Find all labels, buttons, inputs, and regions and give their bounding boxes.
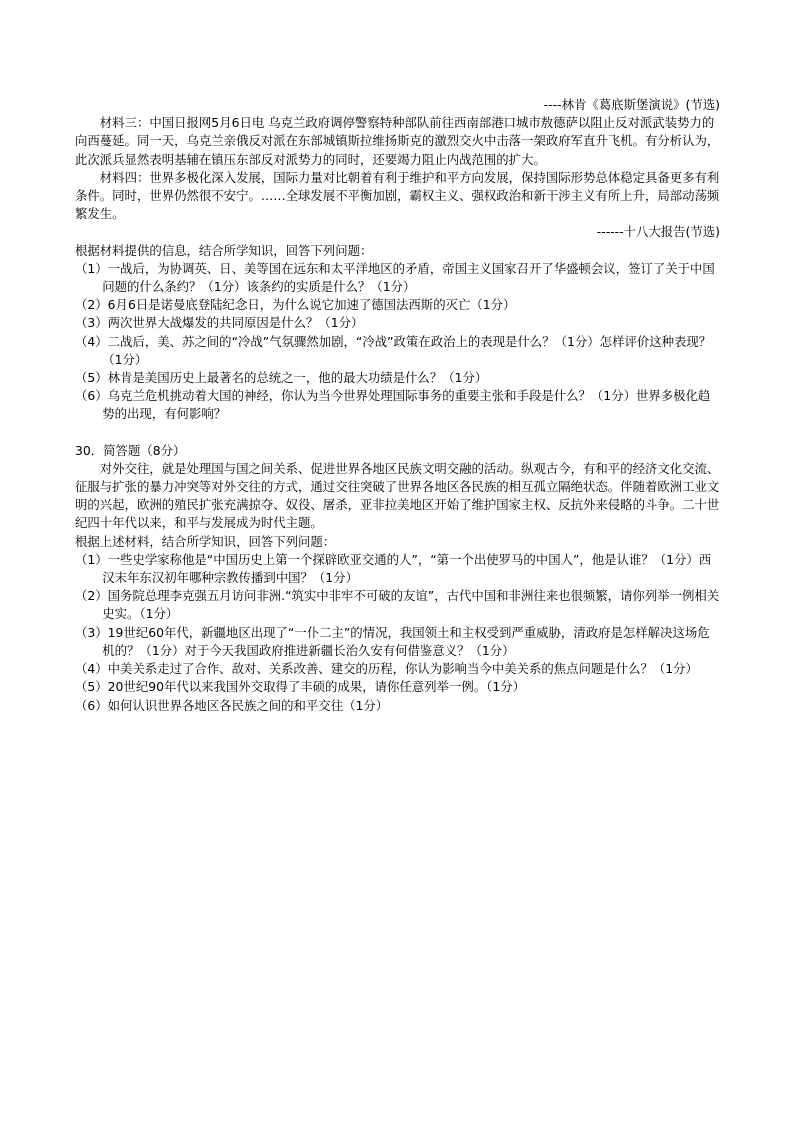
source-report: ------十八大报告(节选)	[596, 224, 720, 240]
question-30-2: （2）国务院总理李克强五月访问非洲.“筑实中非牢不可破的友谊”，古代中国和非洲往来也很频繁，请你列举一例相关史实。（1分）	[75, 588, 720, 622]
question-29-4: （4）二战后，美、苏之间的“冷战”气氛骤然加剧，“冷战”政策在政治上的表现是什么？（1分）怎样评价这种表现？（1分）	[75, 333, 712, 367]
question-30-5: （5）20世纪90年代以来我国外交取得了丰硕的成果，请你任意列举一例。（1分）	[75, 679, 525, 695]
question-29-5: （5）林肯是美国历史上最著名的总统之一，他的最大功绩是什么？（1分）	[75, 370, 488, 386]
question-29-2: （2）6月6日是诺曼底登陆纪念日，为什么说它加速了德国法西斯的灭亡（1分）	[75, 297, 516, 313]
section-gap	[75, 424, 720, 442]
material-4: 材料四：世界多极化深入发展，国际力量对比朝着有利于维护和平方向发展，保持国际形势总体稳定具备更多有利条件。同时，世界仍然很不安宁。……全球发展不平衡加剧，霸权主义、强权政治和新干涉主义有所上升，局部动荡频繁发生。	[75, 169, 720, 222]
material-3: 材料三：中国日报网5月6日电 乌克兰政府调停警察特种部队前往西南部港口城市敖德萨以阻止反对派武装势力的向西蔓延。同一天，乌克兰亲俄反对派在东部城镇斯拉维扬斯克的激烈交火中击落一架政府军直升飞机。有分析认为，此次派兵显然表明基辅在镇压东部反对派势力的同时，还要竭力阻止内战范围的扩大。	[75, 115, 720, 167]
source-lincoln: ----林肯《葛底斯堡演说》(节选)	[543, 97, 720, 112]
question-29-1: （1）一战后，为协调英、日、美等国在远东和太平洋地区的矛盾，帝国主义国家召开了华盛顿会议，签订了关于中国问题的什么条约？（1分）该条约的实质是什么？（1分）	[75, 260, 715, 295]
questions-intro-2: 根据上述材料，结合所学知识，回答下列问题：	[75, 533, 336, 549]
question-30-4: （4）中美关系走过了合作、敌对、关系改善、建交的历程，你认为影响当今中美关系的焦点问题是什么？（1分）	[75, 661, 698, 677]
question-30-6: （6）如何认识世界各地区各民族之间的和平交往（1分）	[75, 697, 389, 713]
question-29-3: （3）两次世界大战爆发的共同原因是什么？（1分）	[75, 315, 364, 331]
exam-page	[75, 96, 720, 715]
question-30-1: （1）一些史学家称他是“中国历史上第一个探辟欧亚交通的人”，“第一个出使罗马的中国人”，他是认谁？（1分）西汉末年东汉初年哪种宗教传播到中国？（1分）	[75, 551, 712, 586]
section-30-heading: 30．简答题（8分）	[75, 442, 186, 458]
question-30-3: （3）19世纪60年代，新疆地区出现了“一仆二主”的情况，我国领土和主权受到严重威胁，清政府是怎样解决这场危机的？（1分）对于今天我国政府推进新疆长治久安有何借鉴意义？（1分）	[75, 624, 710, 658]
section-30-passage: 对外交往，就是处理国与国之间关系、促进世界各地区民族文明交融的活动。纵观古今，有和平的经济文化交流、征服与扩张的暴力冲突等对外交往的方式，通过交往突破了世界各地区各民族的相互孤立隔绝状态。伴随着欧洲工业文明的兴起，欧洲的殖民扩张充满掠夺、奴役、屠杀，亚非拉美地区开始了维护国家主权、反抗外来侵略的斗争。二十世纪四十年代以来，和平与发展成为时代主题。	[75, 460, 720, 531]
questions-intro-1: 根据材料提供的信息，结合所学知识，回答下列问题：	[75, 242, 373, 258]
question-29-6: （6）乌克兰危机挑动着大国的神经，你认为当今世界处理国际事务的重要主张和手段是什么？（1分）世界多极化趋势的出现，有何影响？	[75, 388, 711, 422]
